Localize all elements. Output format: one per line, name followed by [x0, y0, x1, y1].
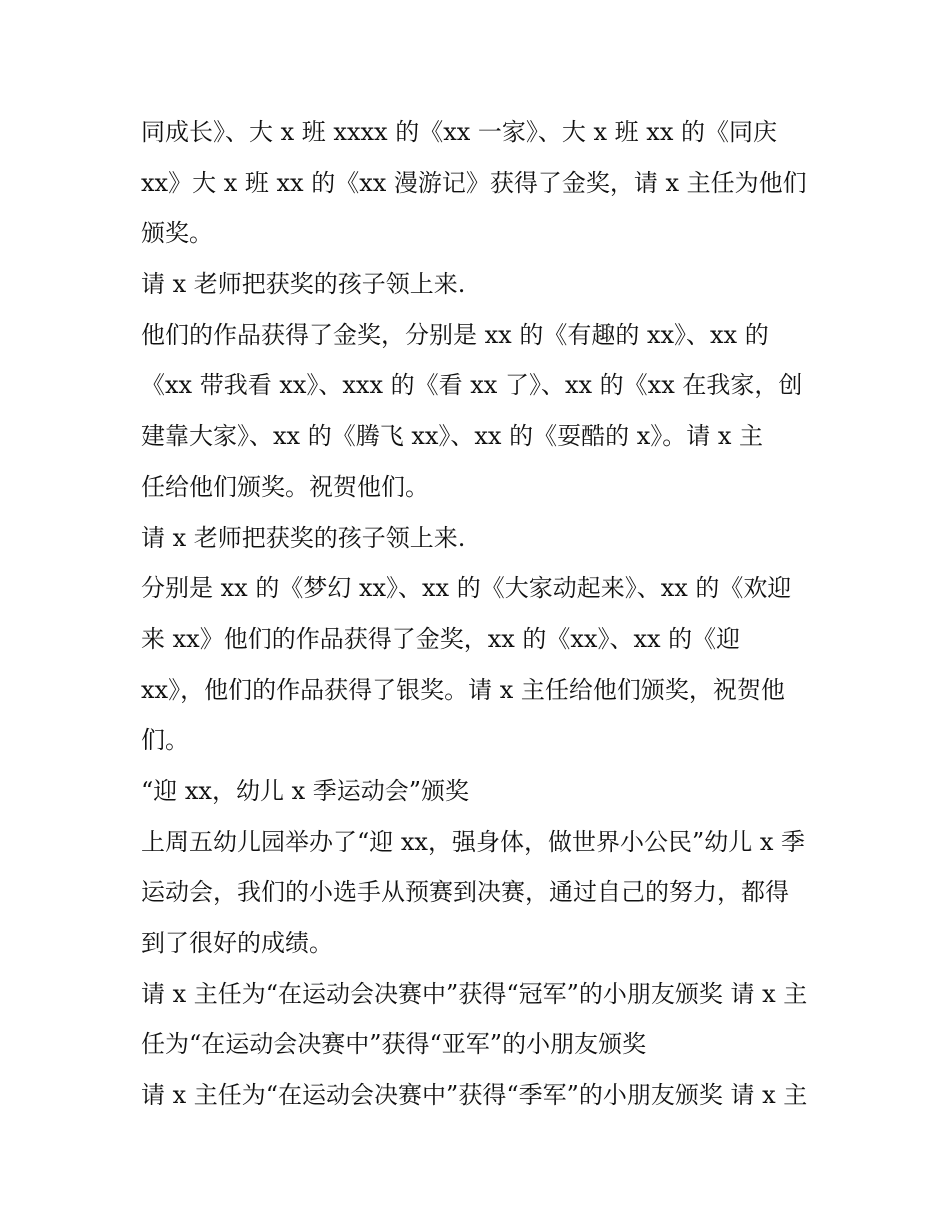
text-line: 同成长》、大 x 班 xxxx 的《xx 一家》、大 x 班 xx 的《同庆 — [141, 118, 778, 146]
text-line: 请 x 主任为“在运动会决赛中”获得“冠军”的小朋友颁奖 请 x 主 — [141, 979, 808, 1008]
text-line: 上周五幼儿园举办了“迎 xx，强身体，做世界小公民”幼儿 x 季 — [141, 827, 806, 856]
text-line: 他们的作品获得了金奖，分别是 xx 的《有趣的 xx》、xx 的 — [141, 320, 769, 349]
text-line: 《xx 带我看 xx》、xxx 的《看 xx 了》、xx 的《xx 在我家，创 — [141, 371, 803, 400]
paragraph-third-place-award — [141, 1070, 813, 1121]
paragraph-gold-silver-award — [141, 563, 813, 766]
text-line: xx》，他们的作品获得了银奖。请 x 主任给他们颁奖，祝贺他 — [141, 675, 785, 704]
paragraph-champion-award — [141, 969, 813, 1070]
text-line: 任为“在运动会决赛中”获得“亚军”的小朋友颁奖 — [141, 1030, 647, 1059]
text-line: 请 x 老师把获奖的孩子领上来. — [141, 270, 466, 299]
text-line: 运动会，我们的小选手从预赛到决赛，通过自己的努力，都得 — [141, 878, 789, 907]
text-line: 到了很好的成绩。 — [141, 929, 333, 957]
paragraph-sports-meet-intro — [141, 817, 813, 969]
text-line: “迎 xx，幼儿 x 季运动会”颁奖 — [141, 776, 470, 805]
paragraph-gold-award-classes — [141, 107, 813, 259]
text-line: 建靠大家》、xx 的《腾飞 xx》、xx 的《耍酷的 x》。请 x 主 — [141, 422, 764, 451]
text-line: 请 x 主任为“在运动会决赛中”获得“季军”的小朋友颁奖 请 x 主 — [141, 1081, 808, 1110]
text-line: 任给他们颁奖。祝贺他们。 — [141, 472, 429, 501]
paragraph-invite-teacher-2 — [141, 513, 813, 564]
section-heading-sports-meet — [141, 766, 813, 817]
text-line: 分别是 xx 的《梦幻 xx》、xx 的《大家动起来》、xx 的《欢迎 — [141, 574, 792, 603]
text-line: 颁奖。 — [141, 219, 213, 248]
text-line: 来 xx》他们的作品获得了金奖，xx 的《xx》、xx 的《迎 — [141, 624, 741, 653]
text-line: 请 x 老师把获奖的孩子领上来. — [141, 523, 466, 552]
paragraph-invite-teacher — [141, 259, 813, 310]
paragraph-gold-award-works — [141, 310, 813, 513]
text-line: 们。 — [141, 726, 189, 755]
text-line: xx》大 x 班 xx 的《xx 漫游记》获得了金奖，请 x 主任为他们 — [141, 168, 807, 197]
document-body — [141, 107, 813, 1121]
